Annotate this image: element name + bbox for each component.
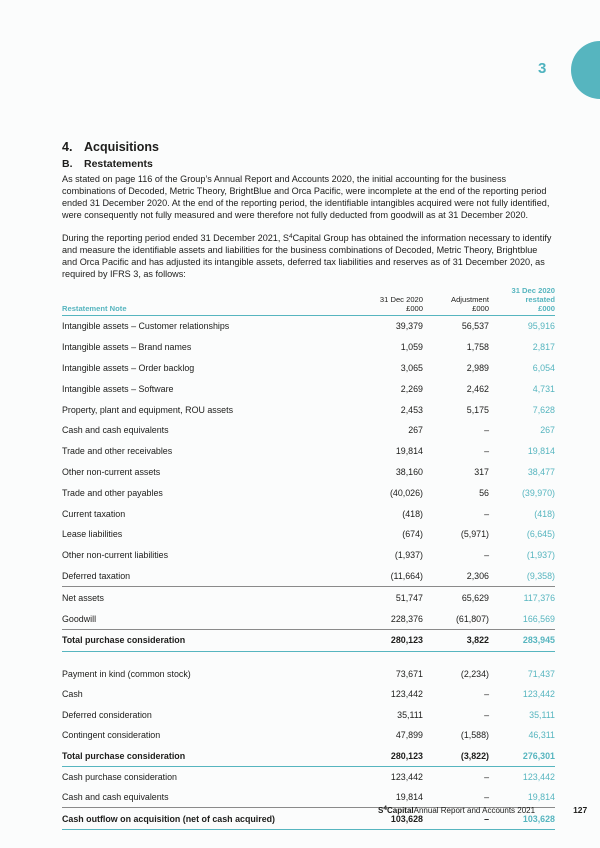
cell-c1: (40,026): [389, 487, 423, 498]
cell-c2: –: [484, 771, 489, 782]
cell-c2: 2,306: [466, 570, 489, 581]
table-row: [62, 608, 555, 629]
cell-c3: 6,054: [532, 362, 555, 373]
cell-c2: –: [484, 689, 489, 700]
cell-c3: 117,376: [489, 587, 555, 608]
table-row: [62, 503, 555, 524]
cell-c1: (674): [402, 529, 423, 540]
cell-c2: 65,629: [423, 587, 489, 608]
row-label: Other non-current assets: [62, 466, 161, 477]
cell-c1: 280,123: [347, 629, 423, 651]
section-number: 3: [538, 60, 547, 77]
cell-c3: 71,437: [527, 668, 555, 679]
cell-c3: 4,731: [532, 383, 555, 394]
cell-c2: (2,234): [460, 668, 489, 679]
cell-c1: 123,442: [390, 689, 423, 700]
row-label: Current taxation: [62, 508, 126, 519]
table-row: [62, 378, 555, 399]
cell-c1: 19,814: [395, 446, 423, 457]
subheading-number: B.: [62, 158, 73, 170]
cell-c1: 280,123: [347, 745, 423, 766]
cell-c1: (11,664): [390, 570, 423, 581]
report-title: Annual Report and Accounts 2021: [413, 806, 536, 815]
cell-c3: 2,817: [532, 342, 555, 353]
restatement-table: [62, 286, 555, 830]
table-row: [62, 358, 555, 379]
cell-c3: 276,301: [489, 745, 555, 766]
cell-c2: (5,971): [460, 529, 489, 540]
cell-c2: 3,822: [423, 629, 489, 651]
cell-c3: 103,628: [489, 808, 555, 829]
cell-c3: 283,945: [489, 629, 555, 651]
cell-c3: 19,814: [527, 446, 555, 457]
row-label: Intangible assets – Order backlog: [62, 362, 195, 373]
table-row: [62, 441, 555, 462]
table-header-row: [62, 286, 555, 316]
cell-c2: 1,758: [466, 342, 489, 353]
cell-c3: (418): [534, 508, 555, 519]
table-row: [62, 566, 555, 587]
header-31-dec-2020: 31 Dec 2020 £000: [347, 286, 423, 316]
row-label: Net assets: [62, 587, 347, 608]
cell-c1: 47,899: [395, 730, 423, 741]
cell-c2: (1,588): [460, 730, 489, 741]
cell-c3: 123,442: [522, 689, 555, 700]
row-label: Cash purchase consideration: [62, 771, 177, 782]
table-row: [62, 725, 555, 745]
cell-c2: (3,822): [423, 745, 489, 766]
cell-c3: 95,916: [527, 321, 555, 332]
cell-c1: 267: [408, 425, 423, 436]
row-label: Property, plant and equipment, ROU assets: [62, 404, 234, 415]
cell-c2: 56,537: [461, 321, 489, 332]
cell-c3: (39,970): [521, 487, 555, 498]
cell-c1: 1,059: [400, 342, 423, 353]
cell-c2: 2,462: [466, 383, 489, 394]
cell-c1: 51,747: [347, 587, 423, 608]
row-label: Intangible assets – Customer relationships: [62, 321, 230, 332]
table-row: [62, 664, 555, 684]
table-row: [62, 587, 555, 608]
cell-c3: 7,628: [532, 404, 555, 415]
cell-c3: 38,477: [527, 466, 555, 477]
heading-number: 4.: [62, 140, 73, 154]
cell-c1: 2,453: [400, 404, 423, 415]
table-row: [62, 337, 555, 358]
cell-c2: 5,175: [466, 404, 489, 415]
cell-c1: 38,160: [395, 466, 423, 477]
cell-c2: –: [484, 792, 489, 803]
table-row: [62, 745, 555, 766]
page-footer: [378, 805, 587, 815]
cell-c3: (6,645): [526, 529, 555, 540]
paragraph-intro: As stated on page 116 of the Group’s Annual Report and Accounts 2020, the initial accounting for the business combinations of Decoded, Metric Theory, BrightBlue and Orca Pacific, were incomplete at the end of the reporting period ended 31 December 2020. At the end of the reporting period, the identifiable intangibles acquired were not fully identified, were consequently not fully measured and were therefore not fully deducted from goodwill as at 31 December 2020.: [62, 174, 550, 221]
cell-c2: –: [484, 709, 489, 720]
row-label: Trade and other payables: [62, 487, 163, 498]
cell-c2: –: [484, 425, 489, 436]
cell-c1: 39,379: [395, 321, 423, 332]
section-heading: [62, 140, 159, 154]
paragraph-text: Capital Group has obtained the information necessary to identify and measure the identifiable assets and liabilities for the business combinations of Decoded, Metric Theory, Brightblue and Orca Pacific and has adjusted its intangible assets, deferred tax liabilities and reserves as of 31 December 2020, as required by IFRS 3, as follows:: [62, 233, 552, 280]
cell-c1: 103,628: [347, 808, 423, 829]
table-row: [62, 420, 555, 441]
page-number: 127: [573, 805, 588, 815]
row-label: Payment in kind (common stock): [62, 668, 191, 679]
table-row: [62, 524, 555, 545]
header-restatement-note: Restatement Note: [62, 286, 347, 316]
cell-c3: 46,311: [528, 730, 555, 741]
row-label: Intangible assets – Software: [62, 383, 174, 394]
row-label: Cash and cash equivalents: [62, 425, 169, 436]
header-adjustment: Adjustment £000: [423, 286, 489, 316]
cell-c1: 2,269: [400, 383, 423, 394]
table-row: [62, 316, 555, 337]
table-row: [62, 629, 555, 651]
paragraph-text: During the reporting period ended 31 December 2021, S: [62, 233, 289, 243]
cell-c3: 19,814: [527, 792, 555, 803]
cell-c3: (1,937): [526, 550, 555, 561]
superscript: 4: [288, 233, 293, 240]
row-label: Goodwill: [62, 613, 97, 624]
heading-title: Acquisitions: [84, 140, 160, 154]
cell-c2: (61,807): [455, 613, 489, 624]
row-label: Intangible assets – Brand names: [62, 342, 192, 353]
table-row: [62, 684, 555, 704]
cell-c2: 56: [479, 487, 489, 498]
cell-c3: 267: [540, 425, 555, 436]
row-label: Lease liabilities: [62, 529, 123, 540]
row-label: Cash: [62, 689, 83, 700]
cell-c2: –: [423, 808, 489, 829]
row-label: Total purchase consideration: [62, 629, 347, 651]
cell-c2: –: [484, 446, 489, 457]
table-row: [62, 399, 555, 420]
row-label: Cash and cash equivalents: [62, 792, 169, 803]
table-row: [62, 462, 555, 483]
cell-c3: 35,111: [529, 709, 555, 720]
cell-c3: 166,569: [522, 613, 555, 624]
cell-c1: 19,814: [395, 792, 423, 803]
row-label: Trade and other receivables: [62, 446, 173, 457]
header-restated: 31 Dec 2020 restated £000: [489, 286, 555, 316]
row-label: Contingent consideration: [62, 730, 161, 741]
cell-c2: 317: [474, 466, 489, 477]
paragraph-restatement: [62, 232, 552, 280]
spacer-row: [62, 651, 555, 664]
row-label: Cash outflow on acquisition (net of cash acquired): [62, 808, 347, 829]
table-row: [62, 705, 555, 725]
cell-c1: (418): [402, 508, 423, 519]
row-label: Deferred consideration: [62, 709, 152, 720]
cell-c1: 123,442: [390, 771, 423, 782]
brand-logo: $S^4Capital$: [378, 805, 414, 815]
cell-c3: (9,358): [526, 570, 555, 581]
table-row: [62, 766, 555, 787]
table-row: [62, 545, 555, 566]
cell-c2: –: [484, 508, 489, 519]
table-row: [62, 482, 555, 503]
cell-c1: 73,671: [395, 668, 423, 679]
cell-c1: (1,937): [394, 550, 423, 561]
row-label: Total purchase consideration: [62, 745, 347, 766]
row-label: Other non-current liabilities: [62, 550, 169, 561]
subheading-title: Restatements: [84, 158, 153, 170]
cell-c1: 35,111: [397, 709, 423, 720]
cell-c3: 123,442: [522, 771, 555, 782]
cell-c1: 3,065: [400, 362, 423, 373]
subsection-heading: [62, 158, 153, 170]
row-label: Deferred taxation: [62, 570, 131, 581]
cell-c2: 2,989: [466, 362, 489, 373]
cell-c2: –: [484, 550, 489, 561]
cell-c1: 228,376: [390, 613, 423, 624]
section-tab-circle: [571, 41, 600, 99]
